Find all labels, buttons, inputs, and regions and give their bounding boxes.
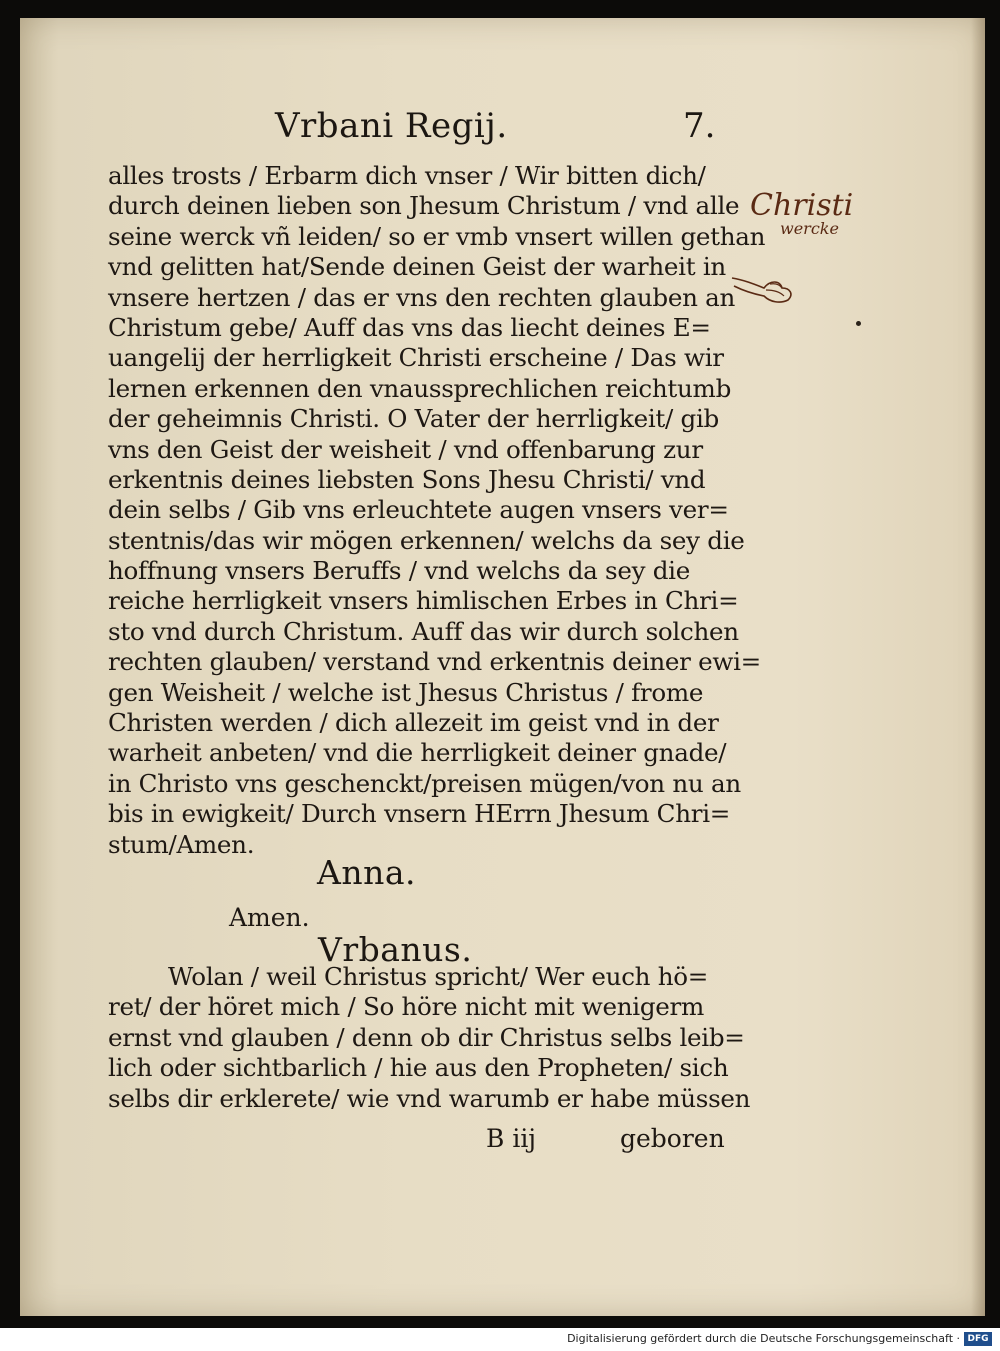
text-line: bis in ewigkeit/ Durch vnsern HErrn Jhesum Chri= — [108, 799, 731, 829]
text-line: reiche herrligkeit vnsers himlischen Erbes in Chri= — [108, 586, 739, 616]
funding-credit: Digitalisierung gefördert durch die Deutsche Forschungsgemeinschaft · — [567, 1332, 960, 1345]
handwritten-margin-note — [750, 188, 853, 238]
text-line: vnsere hertzen / das er vns den rechten glauben an — [108, 282, 736, 312]
text-line: stum/Amen. — [108, 829, 255, 859]
margin-note-line: wercke — [780, 219, 839, 238]
response-amen: Amen. — [229, 903, 310, 932]
text-line: warheit anbeten/ vnd die herrligkeit deiner gnade/ — [108, 738, 727, 768]
text-line: ernst vnd glauben / denn ob dir Christus selbs leib= — [108, 1022, 745, 1052]
footer-bar — [0, 1328, 1000, 1351]
text-line: Wolan / weil Christus spricht/ Wer euch hö= — [168, 962, 709, 991]
text-line: uangelij der herrligkeit Christi erscheine / Das wir — [108, 343, 724, 373]
text-line: lich oder sichtbarlich / hie aus den Propheten/ sich — [108, 1053, 729, 1083]
text-line: rechten glauben/ verstand vnd erkentnis deiner ewi= — [108, 647, 761, 677]
folio-number: 7. — [683, 106, 716, 146]
text-line: ret/ der höret mich / So höre nicht mit wenigerm — [108, 992, 704, 1022]
text-line: selbs dir erklerete/ wie vnd warumb er habe müssen — [108, 1083, 751, 1113]
ink-dot — [856, 321, 861, 326]
text-line: Christum gebe/ Auff das vns das liecht deines E= — [108, 312, 711, 342]
text-line: durch deinen lieben son Jhesum Christum / vnd alle — [108, 191, 740, 221]
text-line: der geheimnis Christi. O Vater der herrligkeit/ gib — [108, 404, 719, 434]
running-head: Vrbani Regij. — [275, 106, 508, 146]
text-line: Christen werden / dich allezeit im geist vnd in der — [108, 708, 719, 738]
speaker-heading-anna: Anna. — [317, 853, 417, 892]
text-line: sto vnd durch Christum. Auff das wir durch solchen — [108, 616, 739, 646]
signature-mark: B iij — [486, 1124, 537, 1153]
text-line: stentnis/das wir mögen erkennen/ welchs da sey die — [108, 525, 745, 555]
pointing-hand-icon — [730, 266, 800, 306]
catchword: geboren — [620, 1124, 725, 1153]
prayer-text-block — [108, 161, 766, 860]
text-line: dein selbs / Gib vns erleuchtete augen vnsers ver= — [108, 495, 729, 525]
text-line: erkentnis deines liebsten Sons Jhesu Christi/ vnd — [108, 464, 706, 494]
text-line: alles trosts / Erbarm dich vnser / Wir bitten dich/ — [108, 161, 706, 190]
book-page — [20, 18, 985, 1316]
dfg-logo: DFG — [964, 1332, 992, 1346]
text-line: vnd gelitten hat/Sende deinen Geist der warheit in — [108, 252, 726, 282]
urbanus-text-block — [108, 962, 751, 1114]
text-line: lernen erkennen den vnaussprechlichen reichtumb — [108, 373, 732, 403]
margin-note-line: Christi — [750, 188, 854, 223]
text-line: gen Weisheit / welche ist Jhesus Christus / frome — [108, 677, 704, 707]
text-line: vns den Geist der weisheit / vnd offenbarung zur — [108, 434, 703, 464]
text-line: seine werck vñ leiden/ so er vmb vnsert willen gethan — [108, 221, 766, 251]
speaker-heading-urbanus: Vrbanus. — [318, 930, 473, 969]
text-line: in Christo vns geschenckt/preisen mügen/von nu an — [108, 768, 741, 798]
text-line: hoffnung vnsers Beruffs / vnd welchs da sey die — [108, 556, 690, 586]
